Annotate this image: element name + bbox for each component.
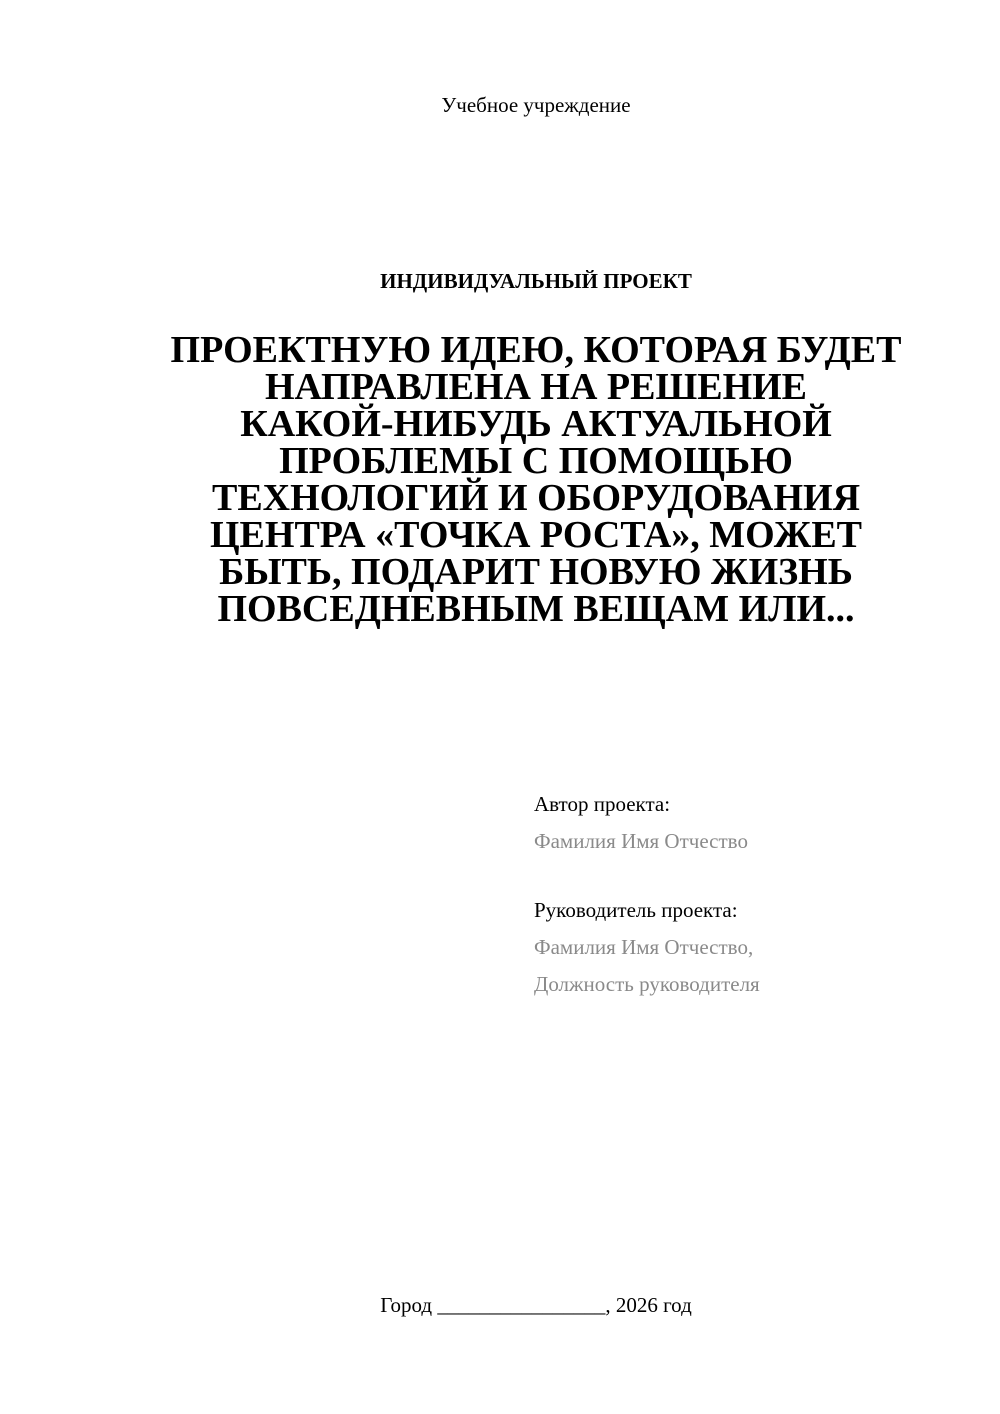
city-year-footer: Город ________________, 2026 год: [380, 1293, 692, 1317]
institution-name: Учебное учреждение: [441, 93, 631, 117]
project-title: [130, 329, 942, 630]
supervisor-block: [534, 897, 974, 997]
project-title-line: ПРОБЛЕМЫ С ПОМОЩЬЮ: [279, 440, 793, 482]
project-title-line: БЫТЬ, ПОДАРИТ НОВУЮ ЖИЗНЬ: [219, 551, 853, 593]
supervisor-heading: Руководитель проекта:: [534, 898, 738, 922]
supervisor-position: Должность руководителя: [534, 972, 760, 996]
project-title-line: ПРОЕКТНУЮ ИДЕЮ, КОТОРАЯ БУДЕТ: [170, 329, 902, 371]
author-name: Фамилия Имя Отчество: [534, 829, 748, 853]
project-title-line: НАПРАВЛЕНА НА РЕШЕНИЕ: [264, 366, 808, 408]
project-title-line: ТЕХНОЛОГИЙ И ОБОРУДОВАНИЯ: [211, 477, 861, 519]
project-title-line: ПОВСЕДНЕВНЫМ ВЕЩАМ ИЛИ...: [217, 588, 855, 630]
author-block: [534, 791, 974, 854]
supervisor-name: Фамилия Имя Отчество,: [534, 935, 754, 959]
project-title-line: КАКОЙ-НИБУДЬ АКТУАЛЬНОЙ: [240, 403, 832, 445]
project-label: ИНДИВИДУАЛЬНЫЙ ПРОЕКТ: [380, 269, 692, 293]
project-title-line: ЦЕНТРА «ТОЧКА РОСТА», МОЖЕТ: [209, 514, 863, 556]
author-heading: Автор проекта:: [534, 792, 671, 816]
